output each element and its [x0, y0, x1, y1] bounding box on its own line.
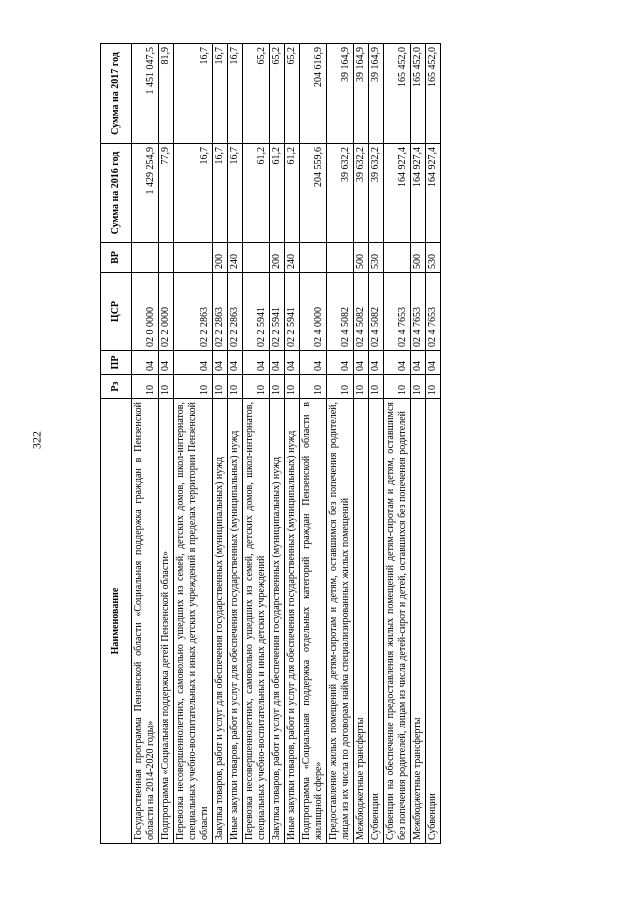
- cell-name: Закупка товаров, работ и услуг для обеспечения государственных (муниципальных) нужд: [270, 399, 285, 844]
- cell-pr: 04: [426, 351, 441, 375]
- cell-sum-2016: 39 632,2: [354, 144, 369, 243]
- cell-pr: 04: [132, 351, 159, 375]
- cell-csr: 02 4 7653: [411, 273, 426, 351]
- cell-vr: 200: [213, 243, 228, 273]
- budget-table-container: [100, 44, 560, 844]
- header-rz: Рз: [101, 375, 132, 399]
- cell-sum-2016: 61,2: [285, 144, 300, 243]
- cell-rz: 10: [369, 375, 384, 399]
- header-sum-2016: Сумма на 2016 год: [101, 144, 132, 243]
- table-row: [243, 44, 270, 844]
- cell-name: Подпрограмма «Социальная поддержка отдельных категорий граждан Пензенской области в жилищной сфере»: [300, 399, 327, 844]
- table-row: [159, 44, 174, 844]
- cell-vr: 500: [354, 243, 369, 273]
- cell-name: Государственная программа Пензенской области «Социальная поддержка граждан в Пензенской области на 2014-2020 годы»: [132, 399, 159, 844]
- cell-csr: 02 4 7653: [384, 273, 411, 351]
- cell-csr: 02 4 5082: [369, 273, 384, 351]
- table-row: [369, 44, 384, 844]
- cell-sum-2016: 16,7: [174, 144, 213, 243]
- budget-table: [100, 43, 441, 844]
- cell-pr: 04: [300, 351, 327, 375]
- cell-csr: 02 2 2863: [213, 273, 228, 351]
- cell-vr: [327, 243, 354, 273]
- table-row: [426, 44, 441, 844]
- cell-pr: 04: [327, 351, 354, 375]
- cell-sum-2017: 65,2: [270, 44, 285, 144]
- cell-vr: 500: [411, 243, 426, 273]
- cell-csr: 02 2 0000: [159, 273, 174, 351]
- cell-csr: 02 4 0000: [300, 273, 327, 351]
- cell-sum-2016: 1 429 254,9: [132, 144, 159, 243]
- cell-sum-2017: 165 452,0: [426, 44, 441, 144]
- cell-rz: 10: [354, 375, 369, 399]
- cell-name: Межбюджетные трансферты: [411, 399, 426, 844]
- cell-pr: 04: [285, 351, 300, 375]
- header-sum-2017: Сумма на 2017 год: [101, 44, 132, 144]
- cell-vr: 530: [426, 243, 441, 273]
- cell-vr: [300, 243, 327, 273]
- table-row: [228, 44, 243, 844]
- cell-csr: 02 2 5941: [285, 273, 300, 351]
- cell-vr: [174, 243, 213, 273]
- cell-sum-2017: 165 452,0: [384, 44, 411, 144]
- cell-sum-2017: 39 164,9: [369, 44, 384, 144]
- cell-name: Подпрограмма «Социальная поддержка детей Пензенской области»: [159, 399, 174, 844]
- cell-rz: 10: [411, 375, 426, 399]
- cell-sum-2016: 39 632,2: [327, 144, 354, 243]
- table-row: [300, 44, 327, 844]
- cell-pr: 04: [243, 351, 270, 375]
- cell-rz: 10: [159, 375, 174, 399]
- cell-sum-2017: 39 164,9: [327, 44, 354, 144]
- cell-vr: 200: [270, 243, 285, 273]
- cell-rz: 10: [285, 375, 300, 399]
- cell-pr: 04: [354, 351, 369, 375]
- cell-sum-2016: 204 559,6: [300, 144, 327, 243]
- cell-sum-2016: 61,2: [243, 144, 270, 243]
- cell-name: Предоставление жилых помещений детям-сиротам и детям, оставшимся без попечения родителей, лицам из их числа по договорам найма специализированных жилых помещений: [327, 399, 354, 844]
- cell-sum-2017: 65,2: [243, 44, 270, 144]
- table-row: [327, 44, 354, 844]
- table-row: [270, 44, 285, 844]
- cell-sum-2017: 81,9: [159, 44, 174, 144]
- cell-pr: 04: [213, 351, 228, 375]
- table-body: [132, 44, 441, 844]
- cell-sum-2016: 164 927,4: [411, 144, 426, 243]
- cell-vr: [243, 243, 270, 273]
- header-csr: ЦСР: [101, 273, 132, 351]
- cell-vr: 240: [228, 243, 243, 273]
- cell-sum-2017: 1 451 047,5: [132, 44, 159, 144]
- cell-name: Перевозка несовершеннолетних, самовольно ушедших из семей, детских домов, школ-интернатов, специальных учебно-воспитательных и иных детских учреждений: [243, 399, 270, 844]
- cell-rz: 10: [384, 375, 411, 399]
- cell-csr: 02 0 0000: [132, 273, 159, 351]
- cell-pr: 04: [228, 351, 243, 375]
- cell-sum-2017: 165 452,0: [411, 44, 426, 144]
- cell-csr: 02 4 5082: [327, 273, 354, 351]
- cell-rz: 10: [327, 375, 354, 399]
- cell-sum-2016: 77,9: [159, 144, 174, 243]
- cell-pr: 04: [174, 351, 213, 375]
- header-vr: ВР: [101, 243, 132, 273]
- cell-name: Иные закупки товаров, работ и услуг для обеспечения государственных (муниципальных) нужд: [228, 399, 243, 844]
- cell-rz: 10: [426, 375, 441, 399]
- header-pr: ПР: [101, 351, 132, 375]
- cell-pr: 04: [384, 351, 411, 375]
- cell-sum-2016: 16,7: [213, 144, 228, 243]
- table-row: [354, 44, 369, 844]
- cell-csr: 02 2 5941: [270, 273, 285, 351]
- header-row: [101, 44, 132, 844]
- cell-sum-2016: 164 927,4: [426, 144, 441, 243]
- cell-csr: 02 2 2863: [228, 273, 243, 351]
- cell-name: Субвенции на обеспечение предоставления жилых помещений детям-сиротам и детям, оставшимся без попечения родителей, лицам из числа детей-сирот и детей, оставшихся без попечения родителей: [384, 399, 411, 844]
- cell-rz: 10: [300, 375, 327, 399]
- cell-rz: 10: [243, 375, 270, 399]
- cell-name: Межбюджетные трансферты: [354, 399, 369, 844]
- cell-sum-2017: 16,7: [228, 44, 243, 144]
- cell-vr: [159, 243, 174, 273]
- cell-sum-2017: 16,7: [174, 44, 213, 144]
- table-row: [132, 44, 159, 844]
- cell-csr: 02 2 5941: [243, 273, 270, 351]
- table-row: [411, 44, 426, 844]
- cell-sum-2017: 39 164,9: [354, 44, 369, 144]
- cell-rz: 10: [213, 375, 228, 399]
- cell-pr: 04: [270, 351, 285, 375]
- cell-sum-2016: 16,7: [228, 144, 243, 243]
- cell-sum-2016: 39 632,2: [369, 144, 384, 243]
- cell-name: Субвенции: [369, 399, 384, 844]
- page-number: 322: [29, 431, 44, 449]
- cell-rz: 10: [270, 375, 285, 399]
- cell-rz: 10: [228, 375, 243, 399]
- table-row: [285, 44, 300, 844]
- cell-vr: 240: [285, 243, 300, 273]
- cell-name: Закупка товаров, работ и услуг для обеспечения государственных (муниципальных) нужд: [213, 399, 228, 844]
- cell-name: Субвенции: [426, 399, 441, 844]
- table-row: [213, 44, 228, 844]
- cell-csr: 02 4 5082: [354, 273, 369, 351]
- table-row: [174, 44, 213, 844]
- cell-sum-2016: 164 927,4: [384, 144, 411, 243]
- cell-name: Иные закупки товаров, работ и услуг для обеспечения государственных (муниципальных) нужд: [285, 399, 300, 844]
- cell-csr: 02 2 2863: [174, 273, 213, 351]
- cell-rz: 10: [132, 375, 159, 399]
- cell-rz: 10: [174, 375, 213, 399]
- cell-sum-2017: 16,7: [213, 44, 228, 144]
- cell-vr: [384, 243, 411, 273]
- cell-pr: 04: [369, 351, 384, 375]
- cell-sum-2016: 61,2: [270, 144, 285, 243]
- cell-sum-2017: 204 616,9: [300, 44, 327, 144]
- cell-vr: 530: [369, 243, 384, 273]
- cell-csr: 02 4 7653: [426, 273, 441, 351]
- header-name: Наименование: [101, 399, 132, 844]
- cell-sum-2017: 65,2: [285, 44, 300, 144]
- cell-pr: 04: [411, 351, 426, 375]
- cell-name: Перевозка несовершеннолетних, самовольно ушедших из семей, детских домов, школ-интернатов, специальных учебно-воспитательных и иных детских учреждений в пределах территории Пензенской области: [174, 399, 213, 844]
- cell-pr: 04: [159, 351, 174, 375]
- table-row: [384, 44, 411, 844]
- cell-vr: [132, 243, 159, 273]
